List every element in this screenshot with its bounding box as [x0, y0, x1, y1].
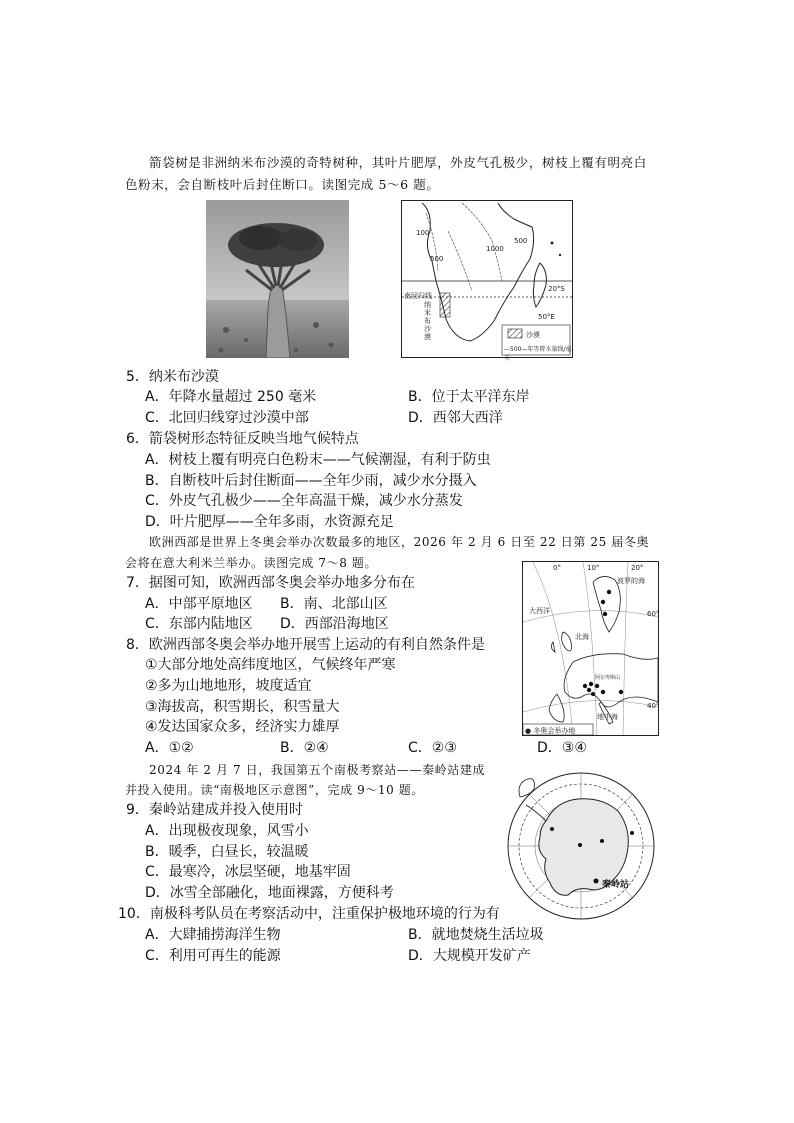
intro-5-6-line1: 箭袋树是非洲纳米布沙漠的奇特树种，其叶片肥厚，外皮气孔极少，树枝上覆有明亮白 — [149, 155, 647, 170]
intro-5-6-line2: 色粉末，会自断枝叶后封住断口。读图完成 5～6 题。 — [125, 177, 440, 192]
q8-option-d[interactable]: D．③④ — [537, 740, 587, 756]
q10-stem: 10．南极科考队员在考察活动中，注重保护极地环境的行为有 — [118, 906, 500, 922]
intro-9-10-line1: 2024 年 2 月 7 日，我国第五个南极考察站——秦岭站建成 — [149, 763, 486, 777]
iso-label-3: 1000 — [486, 245, 504, 253]
intro-5-6 — [125, 152, 685, 196]
q7-option-b[interactable]: B．南、北部山区 — [280, 596, 388, 612]
q7-option-a[interactable]: A．中部平原地区 — [145, 596, 253, 612]
q5-option-c[interactable]: C．北回归线穿过沙漠中部 — [145, 410, 309, 426]
q7-stem: 7．据图可知，欧洲西部冬奥会举办地多分布在 — [126, 575, 415, 591]
intro-7-8-line1: 欧洲西部是世界上冬奥会举办次数最多的地区，2026 年 2 月 6 日至 22 日第 25 届冬奥 — [149, 535, 650, 549]
q7-option-c[interactable]: C．东部内陆地区 — [145, 616, 253, 632]
iso-label-1: 100 — [416, 229, 430, 237]
q9-option-d[interactable]: D．冰雪全部融化，地面裸露，方便科考 — [145, 885, 394, 901]
q8-option-b[interactable]: B．②④ — [280, 740, 329, 756]
q10-option-d[interactable]: D．大规模开发矿产 — [408, 948, 531, 964]
q7-option-d[interactable]: D．西部沿海地区 — [280, 616, 389, 632]
legend-isohyet: —500—年等降水量线/毫米 — [504, 346, 572, 362]
label-tropic: 南回归线 — [404, 292, 432, 300]
q8-option-a[interactable]: A．①② — [145, 740, 194, 756]
label-qinling-station: 秦岭站 — [602, 880, 630, 890]
intro-9-10 — [125, 760, 515, 800]
lat-40: 40° — [647, 702, 660, 710]
q9-option-b[interactable]: B．暖季，白昼长，较温暖 — [145, 844, 309, 860]
quiver-tree-image — [206, 200, 349, 358]
europe-map-svg — [523, 562, 658, 735]
q6-option-c[interactable]: C．外皮气孔极少——全年高温干燥，减少水分蒸发 — [145, 493, 463, 509]
q6-stem: 6．箭袋树形态特征反映当地气候特点 — [126, 431, 359, 447]
q5-stem: 5．纳米布沙漠 — [126, 369, 219, 385]
q5-option-b[interactable]: B．位于太平洋东岸 — [408, 389, 530, 405]
q10-option-a[interactable]: A．大肆捕捞海洋生物 — [145, 927, 281, 943]
label-50e: 50°E — [538, 313, 555, 321]
q5-option-a[interactable]: A．年降水量超过 250 毫米 — [145, 389, 317, 405]
label-alps: 阿尔卑斯山 — [595, 675, 621, 681]
q8-stem: 8．欧洲西部冬奥会举办地开展雪上运动的有利自然条件是 — [126, 637, 485, 653]
q9-option-a[interactable]: A．出现极夜现象，风雪小 — [145, 823, 309, 839]
q8-statement-4: ④发达国家众多，经济实力雄厚 — [145, 719, 340, 735]
lon-0: 0° — [553, 564, 561, 572]
lat-60: 60° — [647, 610, 660, 618]
label-namib: 纳米布沙漠 — [424, 301, 431, 341]
q8-option-c[interactable]: C．②③ — [408, 740, 457, 756]
q8-statement-3: ③海拔高，积雪期长，积雪量大 — [145, 699, 340, 715]
label-baltic: 波罗的海 — [617, 577, 645, 585]
q8-statement-1: ①大部分地处高纬度地区，气候终年严寒 — [145, 657, 396, 673]
q9-option-c[interactable]: C．最寒冷，冰层坚硬，地基牢固 — [145, 864, 351, 880]
iso-label-2: 500 — [430, 255, 444, 263]
antarctica-map — [506, 771, 656, 921]
label-atlantic: 大西洋 — [529, 607, 550, 615]
europe-winter-olympics-map — [522, 561, 659, 736]
southern-africa-map — [401, 200, 573, 362]
q6-option-a[interactable]: A．树枝上覆有明亮白色粉末——气候潮湿，有利于防虫 — [145, 452, 491, 468]
q5-option-d[interactable]: D．西邻大西洋 — [408, 410, 503, 426]
intro-7-8-line2: 会将在意大利米兰举办。读图完成 7～8 题。 — [125, 556, 378, 570]
q6-option-d[interactable]: D．叶片肥厚——全年多雨，水资源充足 — [145, 514, 394, 530]
q8-statement-2: ②多为山地地形，坡度适宜 — [145, 678, 312, 694]
legend-host-city: ● 冬奥会举办地 — [525, 727, 576, 735]
label-20s: 20°S — [548, 285, 565, 293]
lon-20: 20° — [631, 564, 644, 572]
lon-10: 10° — [587, 564, 600, 572]
legend-desert: 沙漠 — [526, 331, 540, 339]
antarctica-map-svg — [506, 771, 656, 921]
q6-option-b[interactable]: B．自断枝叶后封住断面——全年少雨，减少水分摄入 — [145, 473, 477, 489]
q10-option-c[interactable]: C．利用可再生的能源 — [145, 948, 281, 964]
iso-label-4: 500 — [514, 237, 528, 245]
q10-option-b[interactable]: B．就地焚烧生活垃圾 — [408, 927, 544, 943]
intro-9-10-line2: 并投入使用。读“南极地区示意图”，完成 9～10 题。 — [125, 783, 425, 797]
quiver-tree-photo — [206, 200, 349, 358]
q9-stem: 9．秦岭站建成并投入使用时 — [126, 802, 303, 818]
label-med: 地中海 — [597, 713, 618, 721]
label-north-sea: 北海 — [575, 633, 589, 641]
